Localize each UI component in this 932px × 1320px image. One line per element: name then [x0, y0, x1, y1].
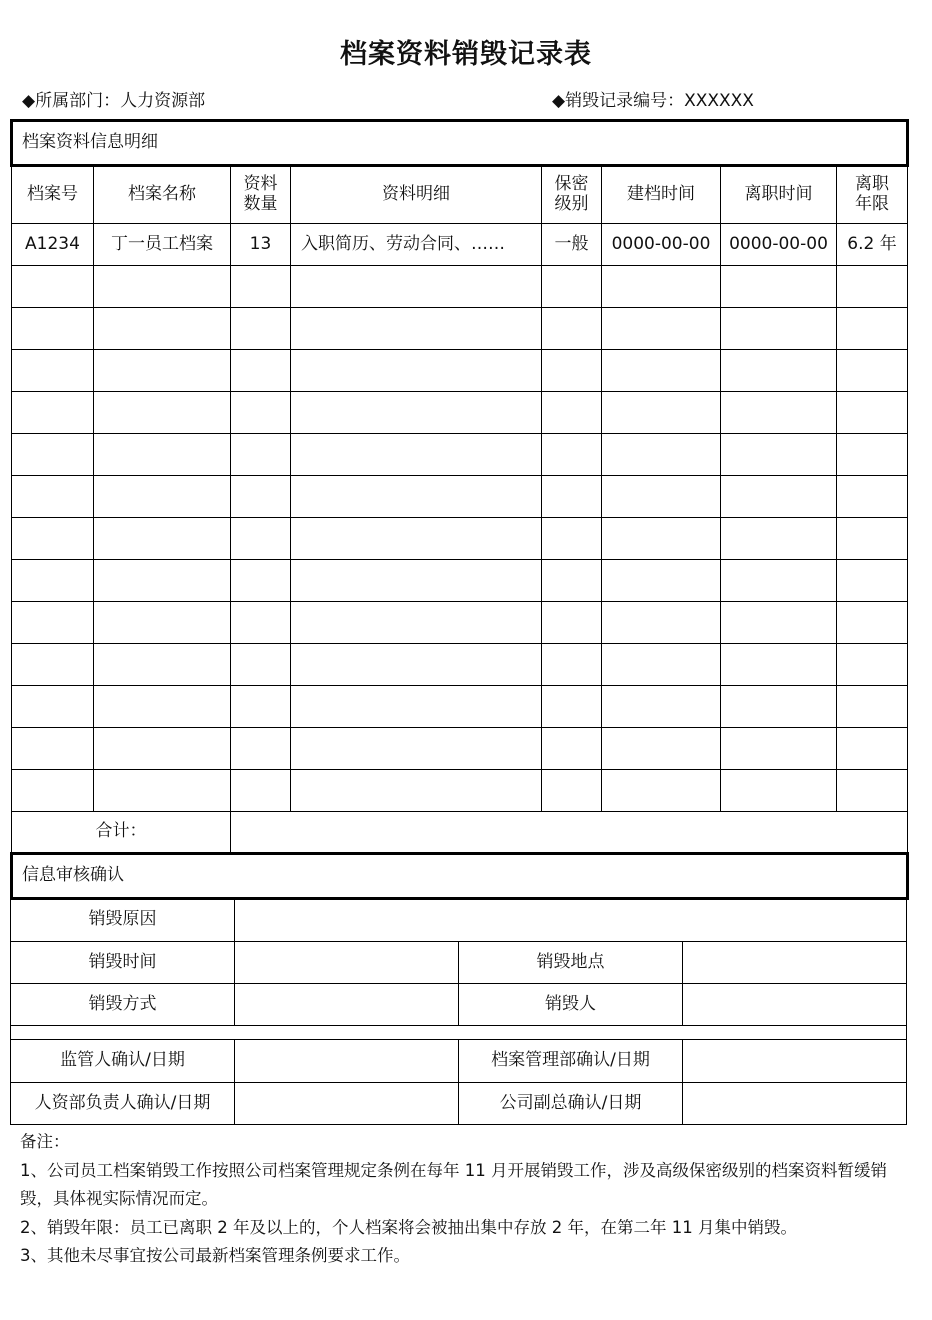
empty-cell[interactable]	[94, 602, 231, 644]
empty-cell[interactable]	[837, 644, 908, 686]
place-label: 销毁地点	[459, 942, 683, 984]
empty-cell[interactable]	[602, 560, 721, 602]
empty-cell[interactable]	[721, 350, 837, 392]
archive-dept-field[interactable]	[683, 1040, 907, 1083]
empty-cell[interactable]	[94, 266, 231, 308]
empty-cell[interactable]	[542, 770, 602, 812]
empty-cell[interactable]	[721, 770, 837, 812]
empty-cell[interactable]	[721, 434, 837, 476]
empty-cell[interactable]	[542, 476, 602, 518]
supervisor-field[interactable]	[235, 1040, 459, 1083]
empty-cell[interactable]	[602, 728, 721, 770]
empty-cell[interactable]	[291, 728, 542, 770]
empty-cell[interactable]	[12, 560, 94, 602]
empty-cell[interactable]	[94, 476, 231, 518]
empty-cell[interactable]	[602, 686, 721, 728]
empty-cell[interactable]	[542, 560, 602, 602]
empty-cell[interactable]	[291, 518, 542, 560]
person-label: 销毁人	[459, 984, 683, 1026]
empty-cell[interactable]	[721, 728, 837, 770]
empty-cell[interactable]	[291, 560, 542, 602]
time-label: 销毁时间	[11, 942, 235, 984]
cell-file-no[interactable]: A1234	[12, 224, 94, 266]
empty-cell[interactable]	[542, 518, 602, 560]
empty-cell[interactable]	[12, 644, 94, 686]
empty-cell[interactable]	[837, 476, 908, 518]
empty-cell[interactable]	[291, 434, 542, 476]
empty-cell[interactable]	[231, 392, 291, 434]
empty-cell[interactable]	[837, 728, 908, 770]
note-item: 3、其他未尽事宜按公司最新档案管理条例要求工作。	[20, 1246, 410, 1265]
note-item: 2、销毁年限：员工已离职 2 年及以上的，个人档案将会被抽出集中存放 2 年，在第二年 11 月集中销毁。	[20, 1217, 797, 1237]
total-row	[12, 812, 908, 854]
empty-cell[interactable]	[602, 644, 721, 686]
department-label: ◆所属部门：人力资源部	[22, 91, 206, 111]
empty-cell[interactable]	[94, 560, 231, 602]
empty-cell[interactable]	[94, 728, 231, 770]
table-row	[12, 728, 908, 770]
vice-gm-field[interactable]	[683, 1083, 907, 1125]
empty-cell[interactable]	[837, 266, 908, 308]
total-label: 合计：	[12, 812, 231, 854]
vice-gm-label: 公司副总确认/日期	[459, 1083, 683, 1125]
empty-cell[interactable]	[721, 392, 837, 434]
empty-cell[interactable]	[291, 770, 542, 812]
empty-cell[interactable]	[94, 350, 231, 392]
empty-cell[interactable]	[291, 476, 542, 518]
table-row	[12, 434, 908, 476]
empty-cell[interactable]	[602, 308, 721, 350]
empty-cell[interactable]	[12, 266, 94, 308]
empty-cell[interactable]	[12, 686, 94, 728]
empty-cell[interactable]	[837, 308, 908, 350]
empty-cell[interactable]	[231, 266, 291, 308]
empty-cell[interactable]	[837, 770, 908, 812]
page-title: 档案资料销毁记录表	[340, 39, 592, 70]
empty-cell[interactable]	[602, 392, 721, 434]
empty-cell[interactable]	[12, 770, 94, 812]
empty-cell[interactable]	[542, 392, 602, 434]
empty-cell[interactable]	[231, 686, 291, 728]
empty-cell[interactable]	[12, 392, 94, 434]
header-quantity: 资料 数量	[231, 166, 291, 224]
empty-cell[interactable]	[542, 686, 602, 728]
empty-cell[interactable]	[837, 686, 908, 728]
time-field[interactable]	[235, 942, 459, 984]
empty-cell[interactable]	[837, 560, 908, 602]
empty-cell[interactable]	[721, 560, 837, 602]
empty-cell[interactable]	[12, 434, 94, 476]
empty-cell[interactable]	[231, 434, 291, 476]
cell-quantity[interactable]: 13	[231, 224, 291, 266]
empty-cell[interactable]	[231, 518, 291, 560]
empty-cell[interactable]	[602, 434, 721, 476]
empty-cell[interactable]	[542, 308, 602, 350]
cell-secrecy[interactable]: 一般	[542, 224, 602, 266]
place-field[interactable]	[683, 942, 907, 984]
record-number-label: ◆销毁记录编号：XXXXXX	[552, 91, 754, 111]
header-left: 离职时间	[721, 166, 837, 224]
empty-cell[interactable]	[721, 476, 837, 518]
empty-cell[interactable]	[12, 602, 94, 644]
empty-cell[interactable]	[291, 350, 542, 392]
hr-head-field[interactable]	[235, 1083, 459, 1125]
table-row	[12, 770, 908, 812]
empty-cell[interactable]	[94, 434, 231, 476]
empty-cell[interactable]	[602, 770, 721, 812]
person-field[interactable]	[683, 984, 907, 1026]
note-item: 1、公司员工档案销毁工作按照公司档案管理规定条例在每年 11 月开展销毁工作，涉及高级保密级别的档案资料暂缓销毁，具体视实际情况而定。	[20, 1160, 887, 1208]
cell-years[interactable]: 6.2 年	[837, 224, 908, 266]
header-created: 建档时间	[602, 166, 721, 224]
table-row	[12, 392, 908, 434]
table-row	[12, 476, 908, 518]
info-section-header: 档案资料信息明细	[12, 121, 908, 166]
empty-cell[interactable]	[231, 350, 291, 392]
empty-cell[interactable]	[721, 602, 837, 644]
notes-label: 备注：	[20, 1132, 70, 1151]
empty-cell[interactable]	[94, 770, 231, 812]
empty-cell[interactable]	[602, 266, 721, 308]
empty-cell[interactable]	[291, 266, 542, 308]
empty-cell[interactable]	[231, 476, 291, 518]
empty-cell[interactable]	[721, 644, 837, 686]
empty-cell[interactable]	[542, 266, 602, 308]
cell-file-name[interactable]: 丁一员工档案	[94, 224, 231, 266]
table-row	[12, 560, 908, 602]
empty-cell[interactable]	[721, 266, 837, 308]
empty-cell[interactable]	[542, 434, 602, 476]
method-field[interactable]	[235, 984, 459, 1026]
empty-cell[interactable]	[94, 308, 231, 350]
empty-cell[interactable]	[721, 518, 837, 560]
table-row	[12, 602, 908, 644]
cell-left[interactable]: 0000-00-00	[721, 224, 837, 266]
table-row	[12, 266, 908, 308]
header-secrecy: 保密 级别	[542, 166, 602, 224]
empty-cell[interactable]	[12, 728, 94, 770]
empty-cell[interactable]	[542, 602, 602, 644]
header-file-name: 档案名称	[94, 166, 231, 224]
empty-cell[interactable]	[231, 770, 291, 812]
info-table	[10, 119, 909, 900]
empty-cell[interactable]	[231, 644, 291, 686]
table-header-row	[12, 166, 908, 224]
empty-cell[interactable]	[837, 602, 908, 644]
table-row	[12, 644, 908, 686]
header-file-no: 档案号	[12, 166, 94, 224]
header-years: 离职 年限	[837, 166, 908, 224]
empty-cell[interactable]	[94, 686, 231, 728]
reason-label: 销毁原因	[11, 899, 235, 942]
empty-cell[interactable]	[837, 350, 908, 392]
empty-cell[interactable]	[837, 518, 908, 560]
table-row	[12, 518, 908, 560]
hr-head-label: 人资部负责人确认/日期	[11, 1083, 235, 1125]
empty-cell[interactable]	[602, 350, 721, 392]
method-label: 销毁方式	[11, 984, 235, 1026]
spacer-row	[11, 1026, 907, 1040]
table-row	[12, 308, 908, 350]
empty-cell[interactable]	[837, 392, 908, 434]
empty-cell[interactable]	[94, 644, 231, 686]
empty-cell[interactable]	[291, 308, 542, 350]
empty-cell[interactable]	[12, 518, 94, 560]
empty-cell[interactable]	[231, 308, 291, 350]
empty-cell[interactable]	[602, 602, 721, 644]
table-row	[12, 224, 908, 266]
empty-cell[interactable]	[721, 686, 837, 728]
empty-cell[interactable]	[542, 644, 602, 686]
empty-cell[interactable]	[231, 560, 291, 602]
header-detail: 资料明细	[291, 166, 542, 224]
archive-dept-label: 档案管理部确认/日期	[459, 1040, 683, 1083]
empty-cell[interactable]	[94, 392, 231, 434]
empty-cell[interactable]	[12, 308, 94, 350]
empty-cell[interactable]	[602, 476, 721, 518]
empty-cell[interactable]	[542, 350, 602, 392]
empty-cell[interactable]	[291, 644, 542, 686]
cell-created[interactable]: 0000-00-00	[602, 224, 721, 266]
table-row	[12, 350, 908, 392]
review-section-header: 信息审核确认	[12, 854, 908, 899]
empty-cell[interactable]	[12, 350, 94, 392]
empty-cell[interactable]	[291, 392, 542, 434]
empty-cell[interactable]	[12, 476, 94, 518]
empty-cell[interactable]	[231, 728, 291, 770]
total-value[interactable]	[231, 812, 908, 854]
empty-cell[interactable]	[602, 518, 721, 560]
notes	[20, 1128, 912, 1271]
empty-cell[interactable]	[837, 434, 908, 476]
review-table	[10, 898, 907, 1125]
table-row	[12, 686, 908, 728]
empty-cell[interactable]	[721, 308, 837, 350]
empty-cell[interactable]	[291, 602, 542, 644]
supervisor-label: 监管人确认/日期	[11, 1040, 235, 1083]
empty-cell[interactable]	[94, 518, 231, 560]
empty-cell[interactable]	[542, 728, 602, 770]
empty-cell[interactable]	[231, 602, 291, 644]
reason-field[interactable]	[235, 899, 907, 942]
cell-detail[interactable]: 入职简历、劳动合同、……	[291, 224, 542, 266]
empty-cell[interactable]	[291, 686, 542, 728]
